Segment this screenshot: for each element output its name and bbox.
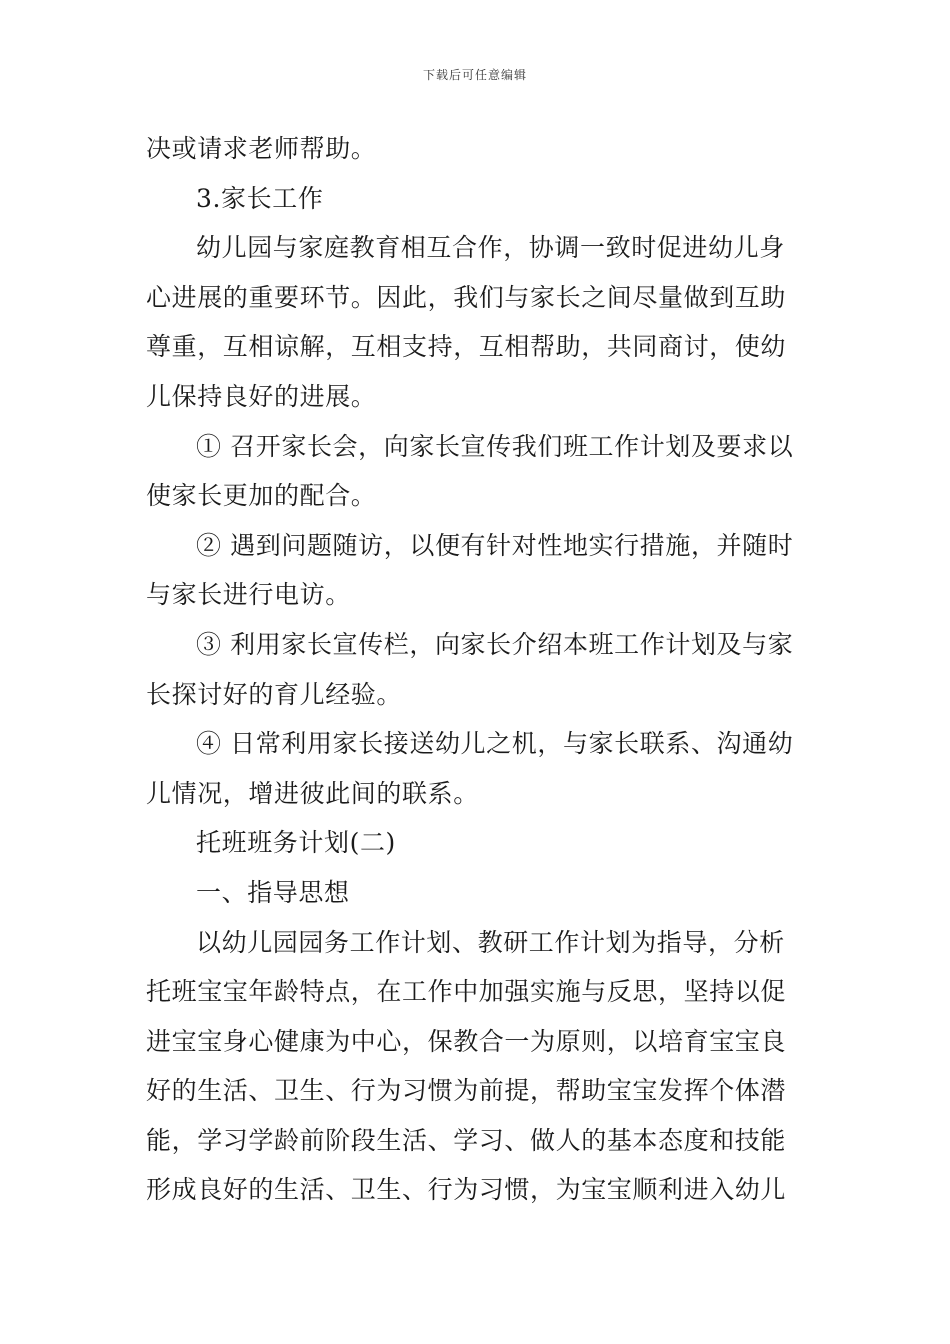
document-body [146,124,812,1215]
text-line: 与家长进行电访。 [146,580,351,610]
text-line: 进宝宝身心健康为中心，保教合一为原则，以培育宝宝良 [146,1026,787,1056]
page-header-note: 下载后可任意编辑 [422,68,527,82]
text-line: 儿保持良好的进展。 [146,381,377,411]
text-line: 以幼儿园园务工作计划、教研工作计划为指导，分析 [196,927,785,957]
section-heading: 3.家长工作 [196,183,324,213]
list-item-1: ① 召开家长会，向家长宣传我们班工作计划及要求以 [196,431,794,461]
text-line: 幼儿园与家庭教育相互合作，协调一致时促进幼儿身 [196,233,785,263]
list-item-2: ② 遇到问题随访，以便有针对性地实行措施，并随时 [196,530,794,560]
list-item-4: ④ 日常利用家长接送幼儿之机，与家长联系、沟通幼 [196,729,794,759]
text-line: 儿情况，增进彼此间的联系。 [146,778,479,808]
text-line: 托班宝宝年龄特点，在工作中加强实施与反思，坚持以促 [146,977,787,1007]
list-item-3: ③ 利用家长宣传栏，向家长介绍本班工作计划及与家 [196,629,794,659]
text-line: 能，学习学龄前阶段生活、学习、做人的基本态度和技能 [146,1125,787,1155]
section-heading: 一、指导思想 [196,877,350,907]
text-line: 尊重，互相谅解，互相支持，互相帮助，共同商讨，使幼 [146,332,787,362]
text-line: 长探讨好的育儿经验。 [146,679,403,709]
text-line: 决或请求老师帮助。 [146,134,377,163]
text-line: 形成良好的生活、卫生、行为习惯，为宝宝顺利进入幼儿 [146,1175,787,1205]
text-line: 心进展的重要环节。因此，我们与家长之间尽量做到互助 [146,282,787,312]
text-line: 好的生活、卫生、行为习惯为前提，帮助宝宝发挥个体潜 [146,1076,787,1106]
text-line: 使家长更加的配合。 [146,481,377,511]
document-title: 托班班务计划(二) [196,828,396,858]
